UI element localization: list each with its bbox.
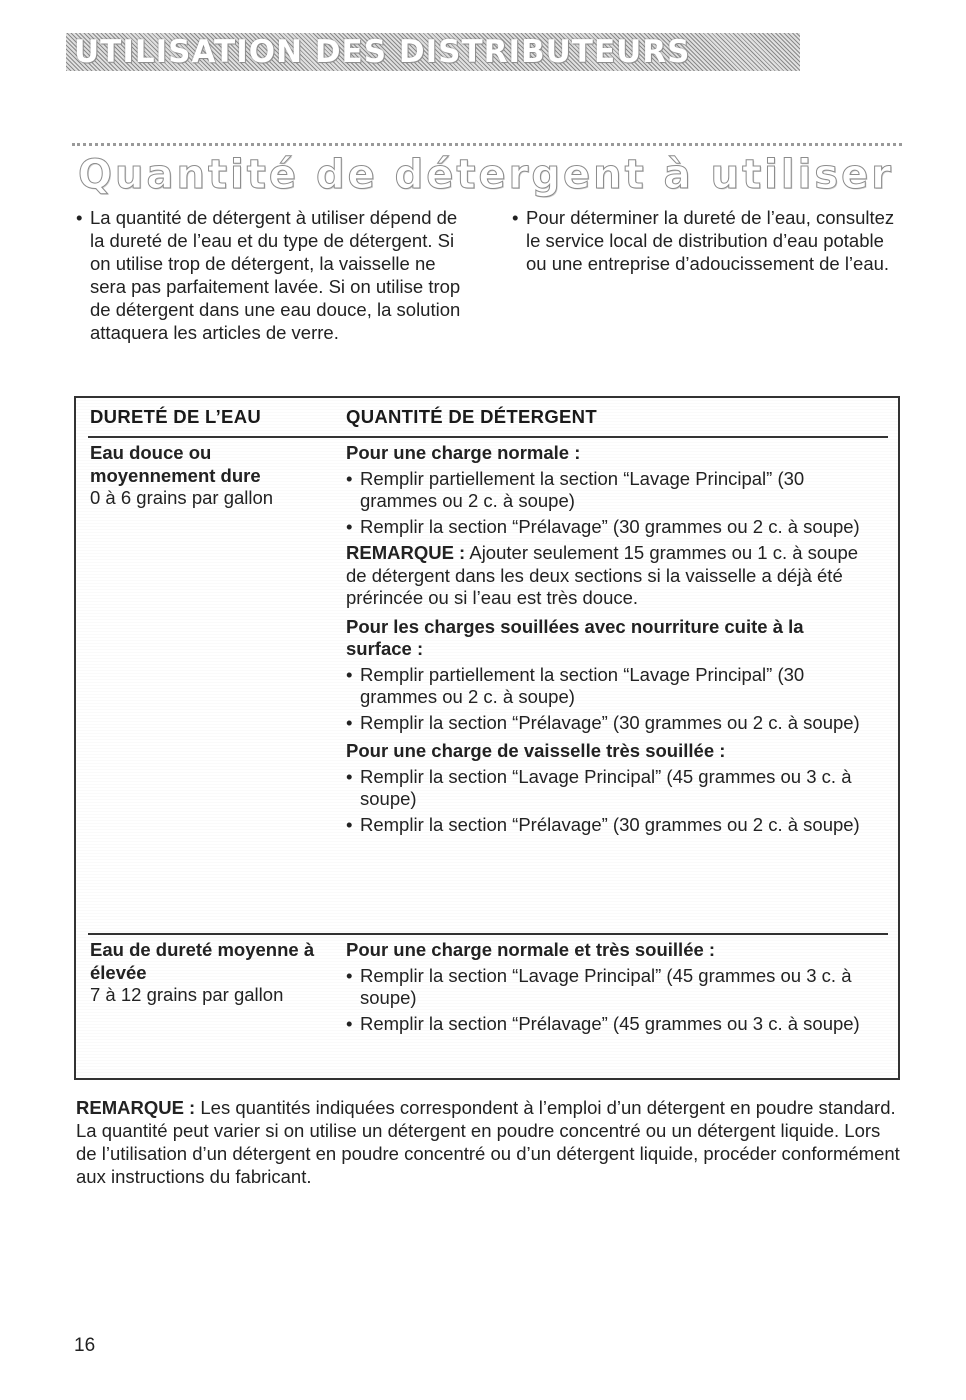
hardness-cell-hard	[90, 939, 330, 1007]
footnote-label: REMARQUE :	[76, 1097, 196, 1118]
bullet-icon: •	[512, 207, 519, 228]
intro-bullet	[76, 206, 476, 344]
row-rule	[88, 933, 888, 935]
intro-right-column	[512, 206, 902, 275]
quantity-cell-soft	[346, 442, 866, 836]
list-item-text: Remplir la section “Prélavage” (30 grammes ou 2 c. à soupe)	[360, 813, 860, 835]
bullet-icon: •	[346, 765, 353, 787]
hardness-grains: 0 à 6 grains par gallon	[90, 487, 274, 508]
banner-title: UTILISATION DES DISTRIBUTEURS	[74, 34, 691, 70]
note-label: REMARQUE :	[346, 542, 466, 563]
detergent-table	[74, 396, 900, 1080]
list-item-text: Remplir partiellement la section “Lavage Principal” (30 grammes ou 2 c. à soupe)	[360, 467, 805, 511]
footnote-text: Les quantités indiquées correspondent à l’emploi d’un détergent en poudre standard. La quantité peut varier si on utilise un détergent en poudre concentré ou un détergent liquide. Lors de l’utilisation d’un détergent en poudre concentré ou d’un détergent liquide, procéder conformément aux instructions du fabricant.	[76, 1097, 900, 1187]
bullet-icon: •	[346, 663, 353, 685]
bullet-icon: •	[346, 711, 353, 733]
load-heading: Pour une charge normale et très souillée :	[346, 939, 716, 960]
list-item-text: Remplir partiellement la section “Lavage Principal” (30 grammes ou 2 c. à soupe)	[360, 663, 805, 707]
list-item	[346, 664, 866, 709]
section-title: Quantité de détergent à utiliser	[78, 152, 894, 198]
note-text: Ajouter seulement 15 grammes ou 1 c. à soupe de détergent dans les deux sections si la vaisselle a déjà été prérincée ou si l’eau est très douce.	[346, 542, 859, 608]
col-header-hardness: DURETÉ DE L’EAU	[90, 406, 262, 427]
quantity-cell-hard	[346, 939, 866, 1035]
list-item	[346, 516, 866, 539]
dotted-divider	[72, 143, 902, 146]
hardness-cell-soft	[90, 442, 320, 510]
list-item	[346, 814, 866, 837]
load-heading: Pour une charge normale :	[346, 442, 581, 463]
page-number: 16	[74, 1335, 96, 1356]
bullet-icon: •	[346, 1012, 353, 1034]
intro-left-column	[76, 206, 476, 344]
list-item	[346, 1013, 866, 1036]
load-heading: Pour une charge de vaisselle très souillée :	[346, 740, 726, 761]
intro-right-text: Pour déterminer la dureté de l’eau, consultez le service local de distribution d’eau potable ou une entreprise d’adoucissement de l’eau.	[526, 207, 895, 274]
intro-left-text: La quantité de détergent à utiliser dépend de la dureté de l’eau et du type de détergent. Si on utilise trop de détergent, la vaisselle ne sera pas parfaitement lavée. Si on utilise trop de détergent dans une eau douce, la solution attaquera les articles de verre.	[90, 207, 461, 343]
table-note	[346, 542, 866, 610]
bullet-icon: •	[346, 515, 353, 537]
list-item	[346, 468, 866, 513]
list-item-text: Remplir la section “Prélavage” (30 grammes ou 2 c. à soupe)	[360, 515, 860, 537]
col-header-quantity: QUANTITÉ DE DÉTERGENT	[346, 406, 597, 427]
list-item-text: Remplir la section “Lavage Principal” (45 grammes ou 3 c. à soupe)	[360, 964, 852, 1008]
list-item-text: Remplir la section “Prélavage” (45 grammes ou 3 c. à soupe)	[360, 1012, 860, 1034]
list-item	[346, 965, 866, 1010]
list-item-text: Remplir la section “Prélavage” (30 grammes ou 2 c. à soupe)	[360, 711, 860, 733]
list-item	[346, 712, 866, 735]
intro-bullet	[512, 206, 902, 275]
header-rule	[88, 436, 888, 438]
footnote	[76, 1096, 902, 1188]
section-banner	[66, 33, 800, 71]
bullet-icon: •	[76, 207, 83, 228]
bullet-icon: •	[346, 964, 353, 986]
hardness-name: Eau de dureté moyenne à élevée	[90, 939, 315, 983]
hardness-name: Eau douce ou moyennement dure	[90, 442, 261, 486]
list-item	[346, 766, 866, 811]
hardness-grains: 7 à 12 grains par gallon	[90, 984, 284, 1005]
list-item-text: Remplir la section “Lavage Principal” (45 grammes ou 3 c. à soupe)	[360, 765, 852, 809]
bullet-icon: •	[346, 813, 353, 835]
load-heading: Pour les charges souillées avec nourriture cuite à la surface :	[346, 615, 804, 659]
bullet-icon: •	[346, 467, 353, 489]
